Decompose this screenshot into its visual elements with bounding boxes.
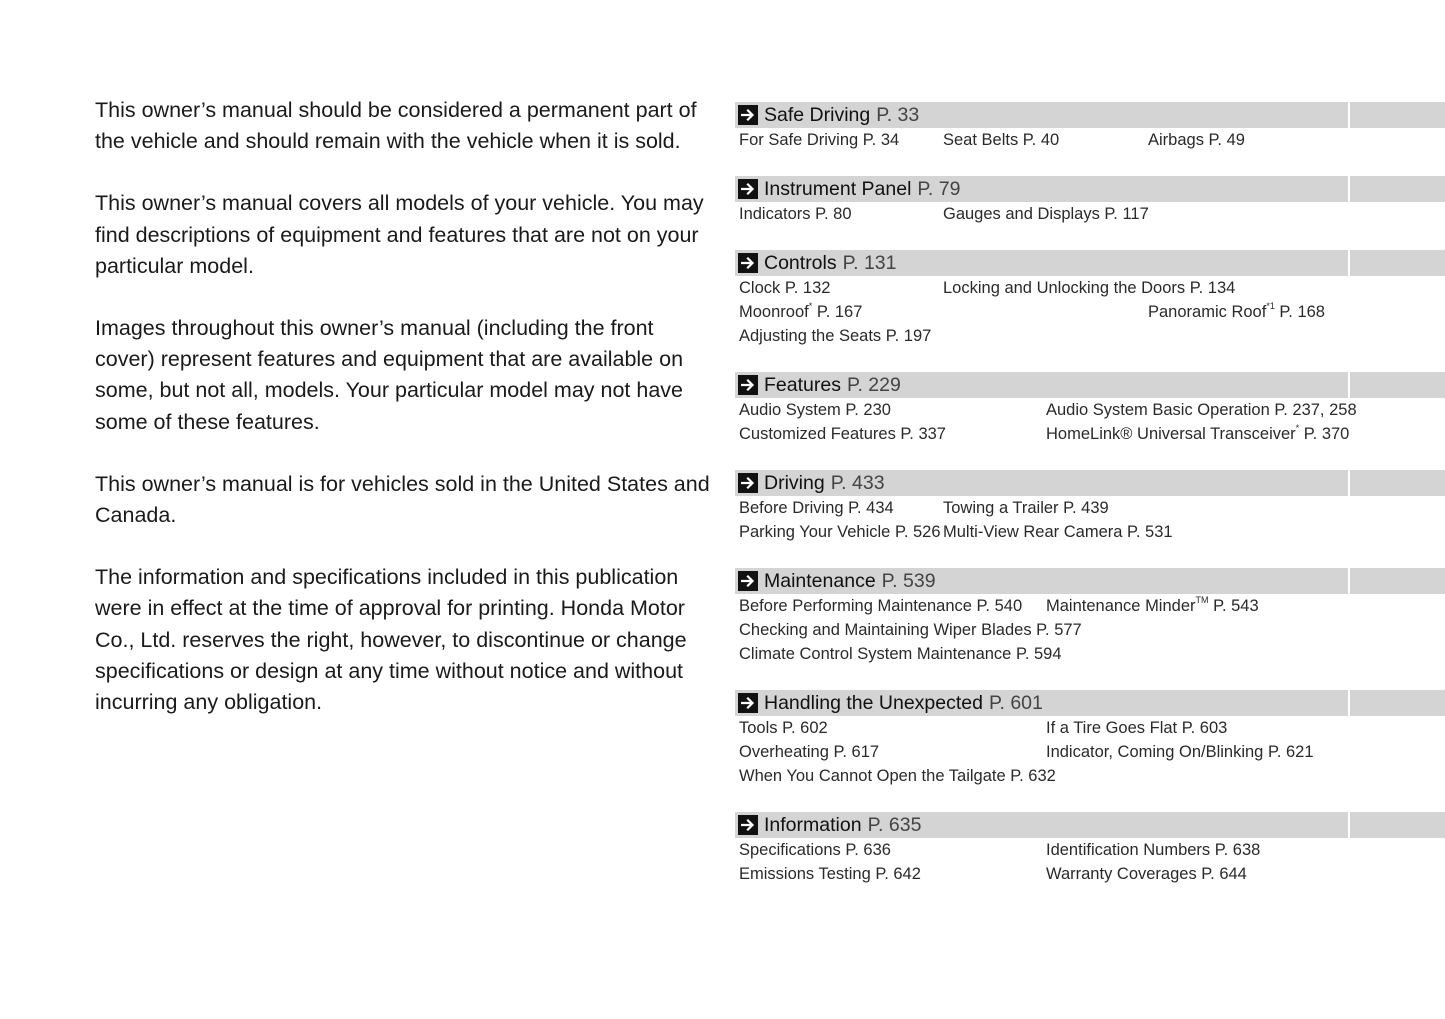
toc-row <box>735 862 1445 886</box>
toc-link[interactable] <box>739 520 941 544</box>
toc-link-text: Indicator, Coming On/Blinking P. 621 <box>1046 743 1314 761</box>
toc-section-page[interactable]: P. 433 <box>830 472 885 494</box>
toc-link-superscript: TM <box>1195 594 1209 605</box>
toc-row <box>735 764 1445 788</box>
toc-link-text: Checking and Maintaining Wiper Blades P. 577 <box>739 621 1082 639</box>
toc-link-page: P. 370 <box>1299 425 1350 443</box>
arrow-right-icon <box>738 815 758 835</box>
toc-section-header[interactable] <box>735 250 1445 276</box>
toc-section-header[interactable] <box>735 812 1445 838</box>
toc-link-text: Audio System Basic Operation P. 237, 258 <box>1046 401 1357 419</box>
toc-section-header[interactable] <box>735 102 1445 128</box>
toc-section-title[interactable]: Controls <box>764 252 837 274</box>
toc-link-page: P. 543 <box>1208 597 1259 615</box>
toc-link-text: Identification Numbers P. 638 <box>1046 841 1261 859</box>
intro-paragraph: This owner’s manual should be considered a permanent part of the vehicle and should remain with the vehicle when it is sold. <box>95 98 697 154</box>
toc-link[interactable] <box>1046 862 1247 886</box>
arrow-right-icon <box>738 253 758 273</box>
arrow-right-icon <box>738 179 758 199</box>
toc-link[interactable] <box>1046 716 1227 740</box>
toc-section-title[interactable]: Instrument Panel <box>764 178 912 200</box>
toc-section-title[interactable]: Maintenance <box>764 570 876 592</box>
toc-link-text: Tools P. 602 <box>739 719 828 737</box>
toc-row <box>735 276 1445 300</box>
toc-link[interactable] <box>739 740 879 764</box>
toc-link-text: Indicators P. 80 <box>739 205 852 223</box>
toc-section-header[interactable] <box>735 470 1445 496</box>
toc-link-page: P. 168 <box>1274 303 1325 321</box>
toc-section <box>735 568 1445 666</box>
toc-link[interactable] <box>739 398 891 422</box>
toc-row <box>735 838 1445 862</box>
toc-row <box>735 300 1445 324</box>
toc-section-page[interactable]: P. 33 <box>876 104 920 126</box>
toc-link[interactable] <box>739 838 891 862</box>
toc-link-text: Before Performing Maintenance P. 540 <box>739 597 1023 615</box>
toc-row <box>735 422 1445 446</box>
toc-row <box>735 594 1445 618</box>
intro-paragraph: This owner’s manual is for vehicles sold in the United States and Canada. <box>95 471 710 528</box>
toc-link[interactable] <box>1046 838 1260 862</box>
toc-link[interactable] <box>739 716 828 740</box>
toc-link-text: Parking Your Vehicle P. 526 <box>739 523 941 541</box>
toc-section-header[interactable] <box>735 372 1445 398</box>
toc-link-text: Locking and Unlocking the Doors P. 134 <box>943 279 1236 297</box>
toc-link-text: Clock P. 132 <box>739 279 831 297</box>
toc-section <box>735 470 1445 544</box>
toc-section-title[interactable]: Driving <box>764 472 825 494</box>
toc-link-text: For Safe Driving P. 34 <box>739 131 900 149</box>
toc-link-text: Multi-View Rear Camera P. 531 <box>943 523 1173 541</box>
toc-row <box>735 398 1445 422</box>
toc-link-superscript: * <box>1295 422 1300 433</box>
toc-link[interactable] <box>943 276 1235 300</box>
toc-section <box>735 250 1445 348</box>
toc-link[interactable] <box>739 496 894 520</box>
toc-section <box>735 176 1445 226</box>
toc-link-page: P. 167 <box>812 303 863 321</box>
toc-section-title[interactable]: Features <box>764 374 841 396</box>
toc-link-text: Warranty Coverages P. 644 <box>1046 865 1247 883</box>
toc-row <box>735 716 1445 740</box>
toc-link-text: Emissions Testing P. 642 <box>739 865 921 883</box>
toc-link[interactable] <box>943 128 1059 152</box>
arrow-right-icon <box>738 693 758 713</box>
toc-link[interactable] <box>739 128 899 152</box>
intro-paragraph: The information and specifications included in this publication were in effect at the time of approval for printing. Honda Motor Co., Ltd. reserves the right, however, to discontinue or change specifications or design at any time without notice and without incurring any obligation. <box>95 565 687 715</box>
toc-link-text: If a Tire Goes Flat P. 603 <box>1046 719 1228 737</box>
arrow-right-icon <box>738 473 758 493</box>
toc-section-page[interactable]: P. 79 <box>917 178 961 200</box>
toc-link-text: Customized Features P. 337 <box>739 425 946 443</box>
arrow-right-icon <box>738 105 758 125</box>
toc-link[interactable] <box>739 202 852 226</box>
toc-link[interactable] <box>943 202 1149 226</box>
toc-row <box>735 520 1445 544</box>
toc-row <box>735 128 1445 152</box>
intro-paragraph: This owner’s manual covers all models of your vehicle. You may find descriptions of equipment and features that are not on your particular model. <box>95 191 704 278</box>
toc-link[interactable] <box>739 764 1056 788</box>
toc-section <box>735 372 1445 446</box>
toc-link[interactable] <box>739 324 931 348</box>
toc-link[interactable] <box>739 642 1062 666</box>
toc-link-superscript: * <box>808 300 813 311</box>
toc-row <box>735 618 1445 642</box>
toc-section-page[interactable]: P. 601 <box>989 692 1043 714</box>
arrow-right-icon <box>738 375 758 395</box>
toc-link-text: Audio System P. 230 <box>739 401 891 419</box>
toc-row <box>735 202 1445 226</box>
toc-link-text: Specifications P. 636 <box>739 841 891 859</box>
toc-link-text: Climate Control System Maintenance P. 594 <box>739 645 1062 663</box>
toc-section <box>735 102 1445 152</box>
toc-link[interactable] <box>1046 398 1357 422</box>
intro-paragraph: Images throughout this owner’s manual (including the front cover) represent features and equipment that are available on some, but not all, models. Your particular model may not have some of these features. <box>95 316 684 434</box>
toc-link[interactable] <box>739 618 1082 642</box>
toc-section-page[interactable]: P. 229 <box>846 374 901 396</box>
toc-row <box>735 740 1445 764</box>
toc-link-superscript: *1 <box>1266 300 1275 311</box>
table-of-contents <box>735 102 1445 910</box>
toc-link[interactable] <box>1046 422 1349 446</box>
toc-link[interactable] <box>1046 594 1259 618</box>
toc-row <box>735 496 1445 520</box>
toc-link[interactable] <box>1148 128 1245 152</box>
toc-link[interactable] <box>943 496 1109 520</box>
toc-link-text: Overheating P. 617 <box>739 743 880 761</box>
toc-link-text: Maintenance Minder <box>1046 597 1196 615</box>
toc-link-text: Panoramic Roof <box>1148 303 1267 321</box>
toc-section-header[interactable] <box>735 176 1445 202</box>
toc-section-header[interactable] <box>735 568 1445 594</box>
toc-section-page[interactable]: P. 635 <box>867 814 922 836</box>
toc-link[interactable] <box>943 520 1173 544</box>
toc-link-text: Airbags P. 49 <box>1148 131 1245 149</box>
toc-link-text: Before Driving P. 434 <box>739 499 894 517</box>
toc-section-page[interactable]: P. 539 <box>881 570 936 592</box>
toc-link-text: Seat Belts P. 40 <box>943 131 1060 149</box>
toc-link[interactable] <box>739 594 1022 618</box>
toc-link[interactable] <box>739 422 946 446</box>
toc-section <box>735 812 1445 886</box>
toc-link-text: HomeLink® Universal Transceiver <box>1046 425 1296 443</box>
intro-text <box>95 95 715 749</box>
toc-link[interactable] <box>739 276 830 300</box>
toc-link[interactable] <box>1046 740 1314 764</box>
toc-section-page[interactable]: P. 131 <box>842 252 897 274</box>
toc-row <box>735 642 1445 666</box>
toc-section-header[interactable] <box>735 690 1445 716</box>
toc-link[interactable] <box>1148 300 1325 324</box>
toc-link-text: Towing a Trailer P. 439 <box>943 499 1109 517</box>
toc-link-text: Gauges and Displays P. 117 <box>943 205 1149 223</box>
arrow-right-icon <box>738 571 758 591</box>
toc-section-title[interactable]: Information <box>764 814 862 836</box>
toc-link-text: Moonroof <box>739 303 809 321</box>
toc-row <box>735 324 1445 348</box>
toc-section-title[interactable]: Handling the Unexpected <box>764 692 983 714</box>
toc-link[interactable] <box>739 862 921 886</box>
toc-link-text: Adjusting the Seats P. 197 <box>739 327 932 345</box>
toc-section <box>735 690 1445 788</box>
toc-link[interactable] <box>739 300 862 324</box>
toc-link-text: When You Cannot Open the Tailgate P. 632 <box>739 767 1056 785</box>
toc-section-title[interactable]: Safe Driving <box>764 104 871 126</box>
